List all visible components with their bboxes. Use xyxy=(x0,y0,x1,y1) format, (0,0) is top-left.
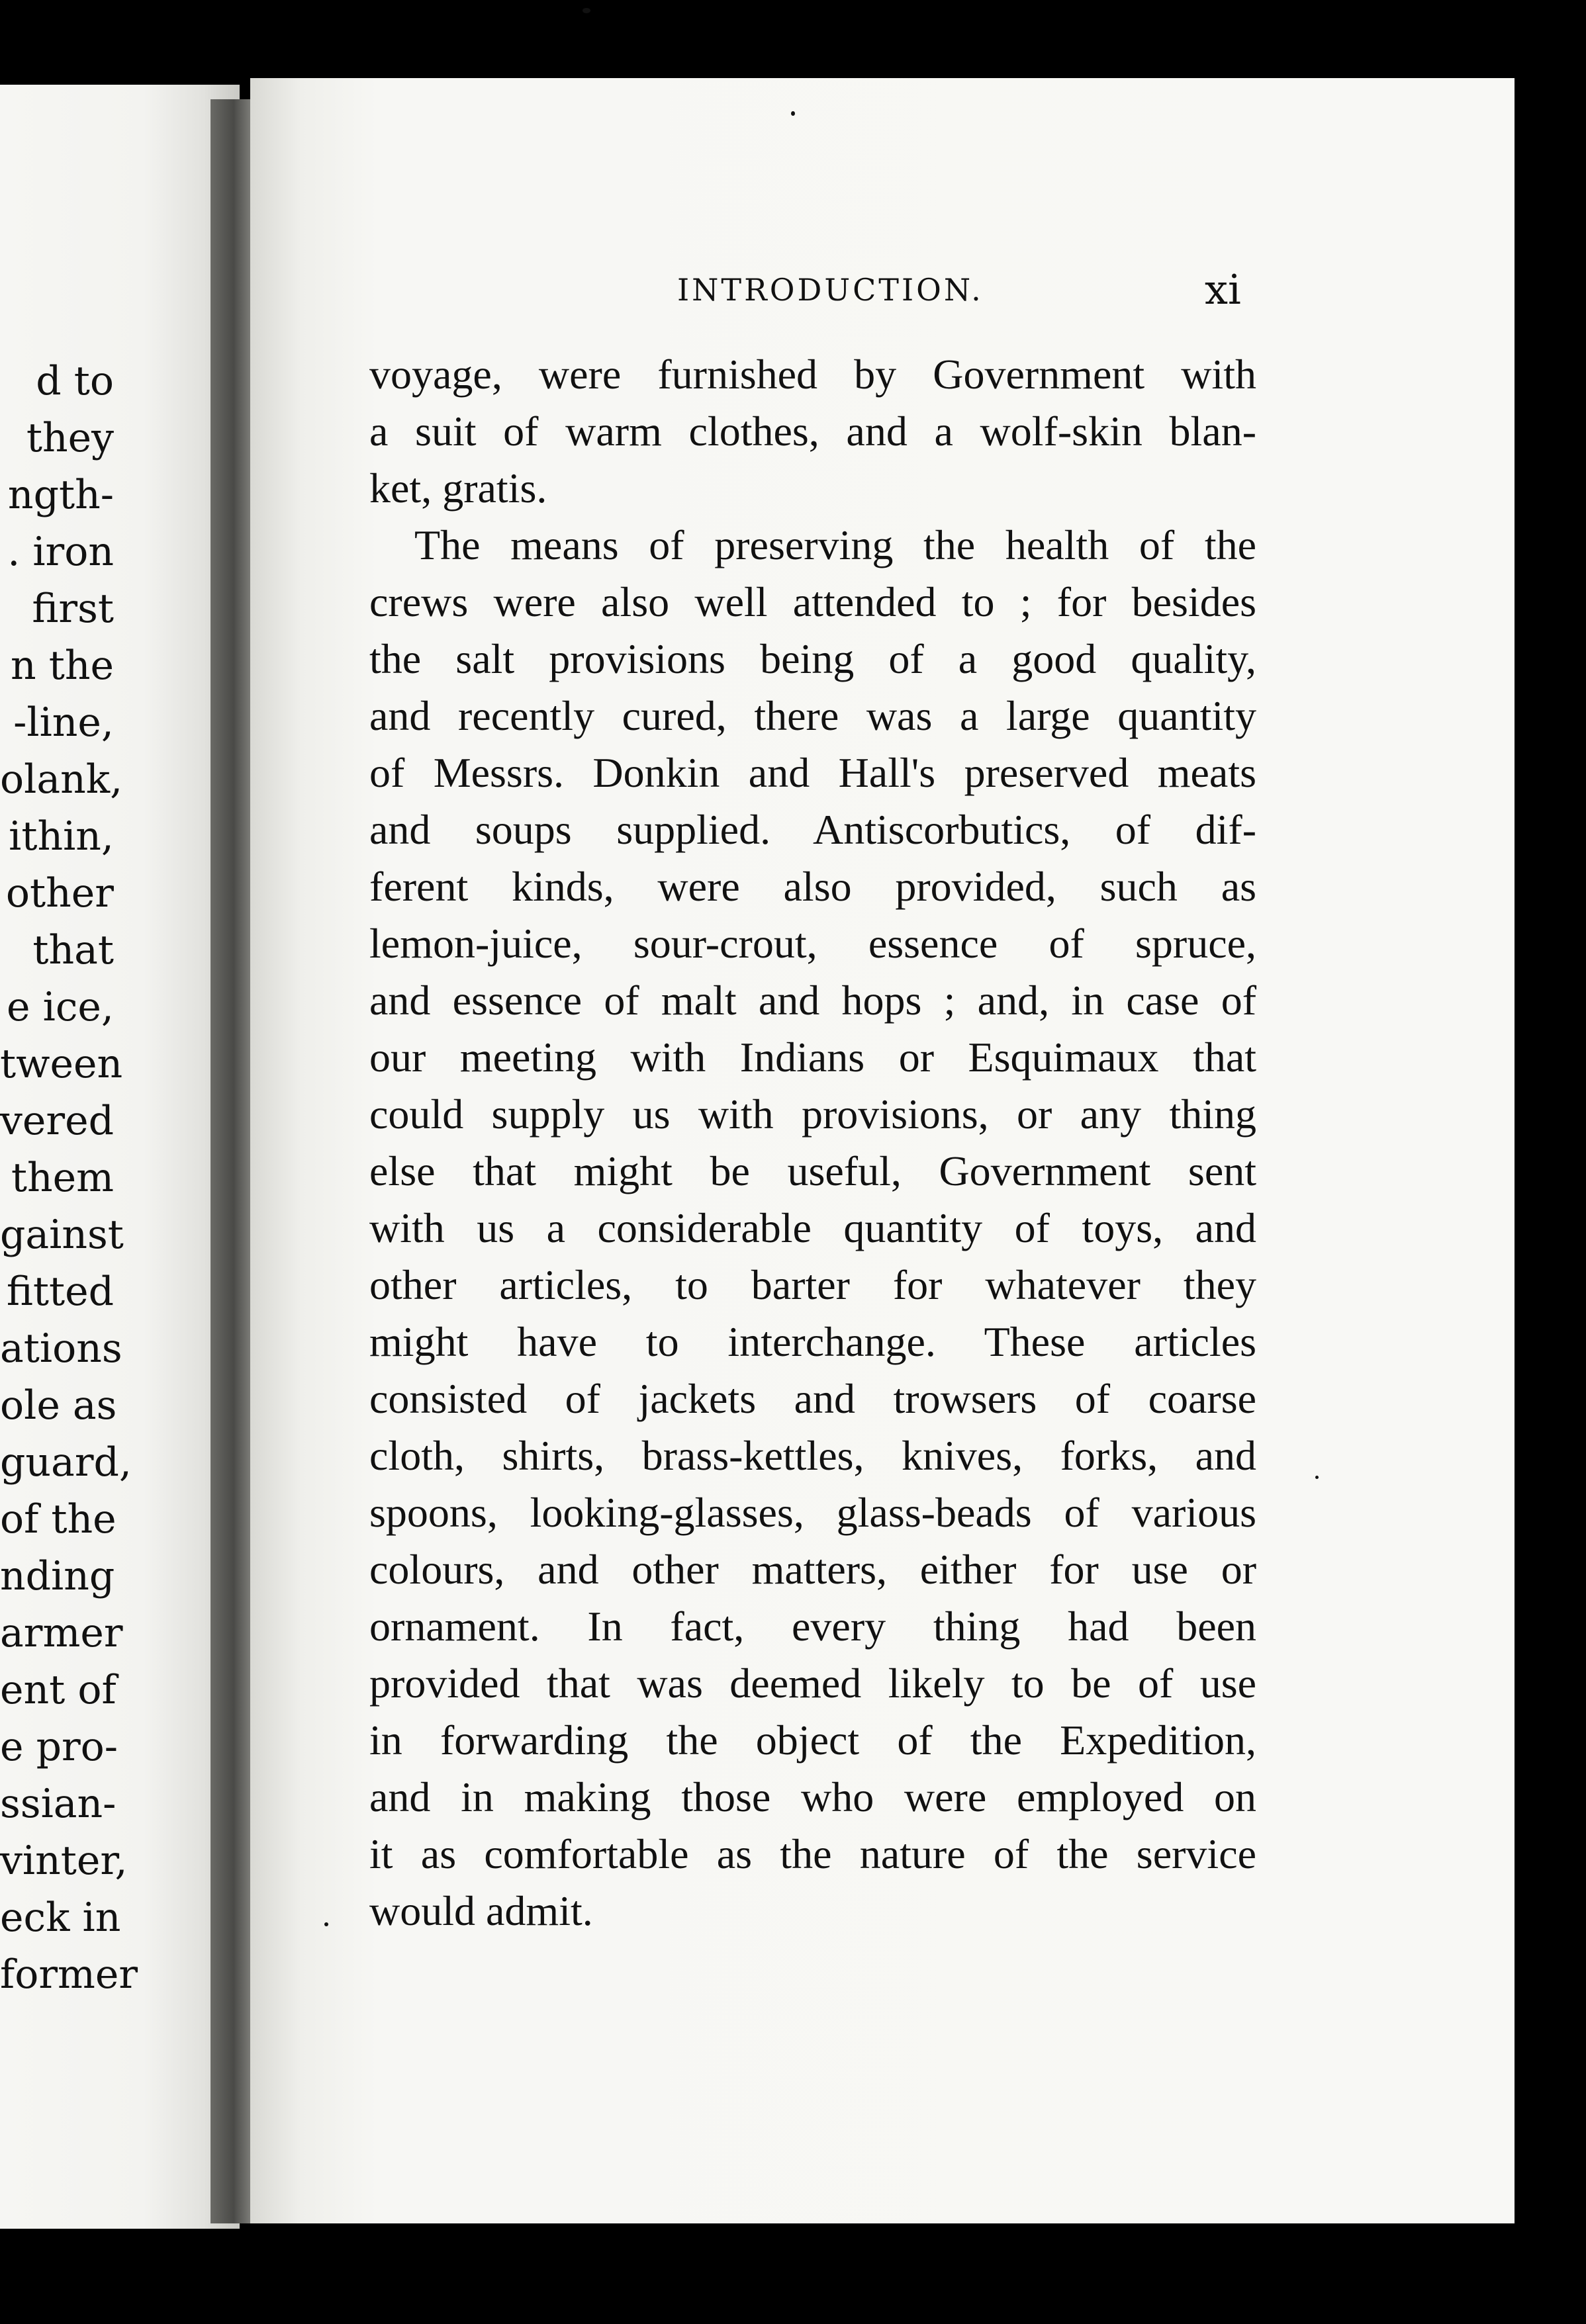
body-text-line: it as comfortable as the nature of the service xyxy=(369,1830,1256,1877)
body-text-line: spoons, looking-glasses, glass-beads of various xyxy=(369,1489,1256,1536)
page-body-text xyxy=(369,346,1256,1940)
previous-page-line: ent of xyxy=(0,1667,117,1713)
previous-page-line: former xyxy=(0,1951,138,1998)
body-text-line: could supply us with provisions, or any thing xyxy=(369,1091,1256,1138)
previous-page-line: tween xyxy=(0,1041,123,1087)
previous-page-line: vinter, xyxy=(0,1838,128,1884)
body-text-line: the salt provisions being of a good quality, xyxy=(369,635,1256,682)
scan-speck xyxy=(791,111,795,116)
previous-page-line: fitted xyxy=(6,1269,114,1315)
body-text-line: colours, and other matters, either for use or xyxy=(369,1546,1256,1593)
body-text-line: crews were also well attended to ; for besides xyxy=(369,578,1256,625)
body-text-line: ferent kinds, were also provided, such as xyxy=(369,863,1256,910)
previous-page-line: ithin, xyxy=(9,813,114,860)
body-text-line: and in making those who were employed on xyxy=(369,1773,1256,1820)
previous-page-line: ngth- xyxy=(7,472,114,518)
previous-page-line: they xyxy=(26,415,114,461)
previous-page-line: vered xyxy=(0,1098,115,1144)
body-text-line: else that might be useful, Government sent xyxy=(369,1147,1256,1194)
previous-page-line: of the xyxy=(0,1496,117,1542)
previous-page-line: that xyxy=(32,927,114,973)
previous-page-text xyxy=(0,353,240,2003)
previous-page-line: ole as xyxy=(0,1382,117,1429)
body-text-line: ket, gratis. xyxy=(369,465,547,512)
body-text-line: ornament. In fact, every thing had been xyxy=(369,1603,1256,1650)
previous-page-line: nding xyxy=(0,1553,115,1599)
body-text-line: and soups supplied. Antiscorbutics, of dif- xyxy=(369,806,1256,853)
previous-page-line: d to xyxy=(36,358,114,404)
previous-page-line: first xyxy=(32,586,114,632)
previous-page-line: other xyxy=(5,870,114,916)
body-text-line: provided that was deemed likely to be of use xyxy=(369,1660,1256,1707)
page-number: xi xyxy=(1205,265,1241,314)
previous-page-line: n the xyxy=(11,643,114,689)
current-page xyxy=(250,78,1515,2223)
body-text-line: would admit. xyxy=(369,1887,593,1934)
previous-page-line: ssian- xyxy=(0,1781,117,1827)
body-text-line: other articles, to barter for whatever they xyxy=(369,1261,1256,1308)
body-text-line: with us a considerable quantity of toys, and xyxy=(369,1204,1256,1251)
body-text-line: consisted of jackets and trowsers of coarse xyxy=(369,1375,1256,1422)
scan-speck xyxy=(324,1922,328,1926)
body-text-line: our meeting with Indians or Esquimaux that xyxy=(369,1034,1256,1081)
body-text-line: in forwarding the object of the Expedition, xyxy=(369,1717,1256,1764)
scan-speck xyxy=(1315,1476,1319,1479)
previous-page-line: e ice, xyxy=(7,984,114,1030)
scan-speck xyxy=(583,8,590,13)
previous-page-line: . iron xyxy=(7,529,114,575)
body-text-line: of Messrs. Donkin and Hall's preserved meats xyxy=(369,749,1256,796)
previous-page-line: armer xyxy=(0,1610,123,1656)
previous-page-line: -line, xyxy=(13,699,114,746)
body-text-line: and recently cured, there was a large quantity xyxy=(369,692,1256,739)
previous-page xyxy=(0,85,240,2229)
body-text-line: might have to interchange. These articles xyxy=(369,1318,1256,1365)
previous-page-line: ations xyxy=(0,1325,122,1372)
body-text-line: cloth, shirts, brass-kettles, knives, forks, and xyxy=(369,1432,1256,1479)
running-head xyxy=(250,263,1515,316)
body-text-line: lemon-juice, sour-crout, essence of spruce, xyxy=(369,920,1256,967)
body-text-line: a suit of warm clothes, and a wolf-skin blan- xyxy=(369,408,1256,455)
previous-page-line: them xyxy=(11,1155,114,1201)
previous-page-line: eck in xyxy=(0,1895,121,1941)
previous-page-line: olank, xyxy=(0,756,123,803)
body-text-line: voyage, were furnished by Government with xyxy=(369,351,1256,398)
previous-page-line: gainst xyxy=(0,1212,124,1258)
running-title: INTRODUCTION. xyxy=(677,272,984,308)
previous-page-line: guard, xyxy=(0,1439,132,1486)
body-text-line: and essence of malt and hops ; and, in case of xyxy=(369,977,1256,1024)
body-text-line: The means of preserving the health of the xyxy=(414,521,1256,568)
previous-page-line: e pro- xyxy=(0,1724,118,1770)
